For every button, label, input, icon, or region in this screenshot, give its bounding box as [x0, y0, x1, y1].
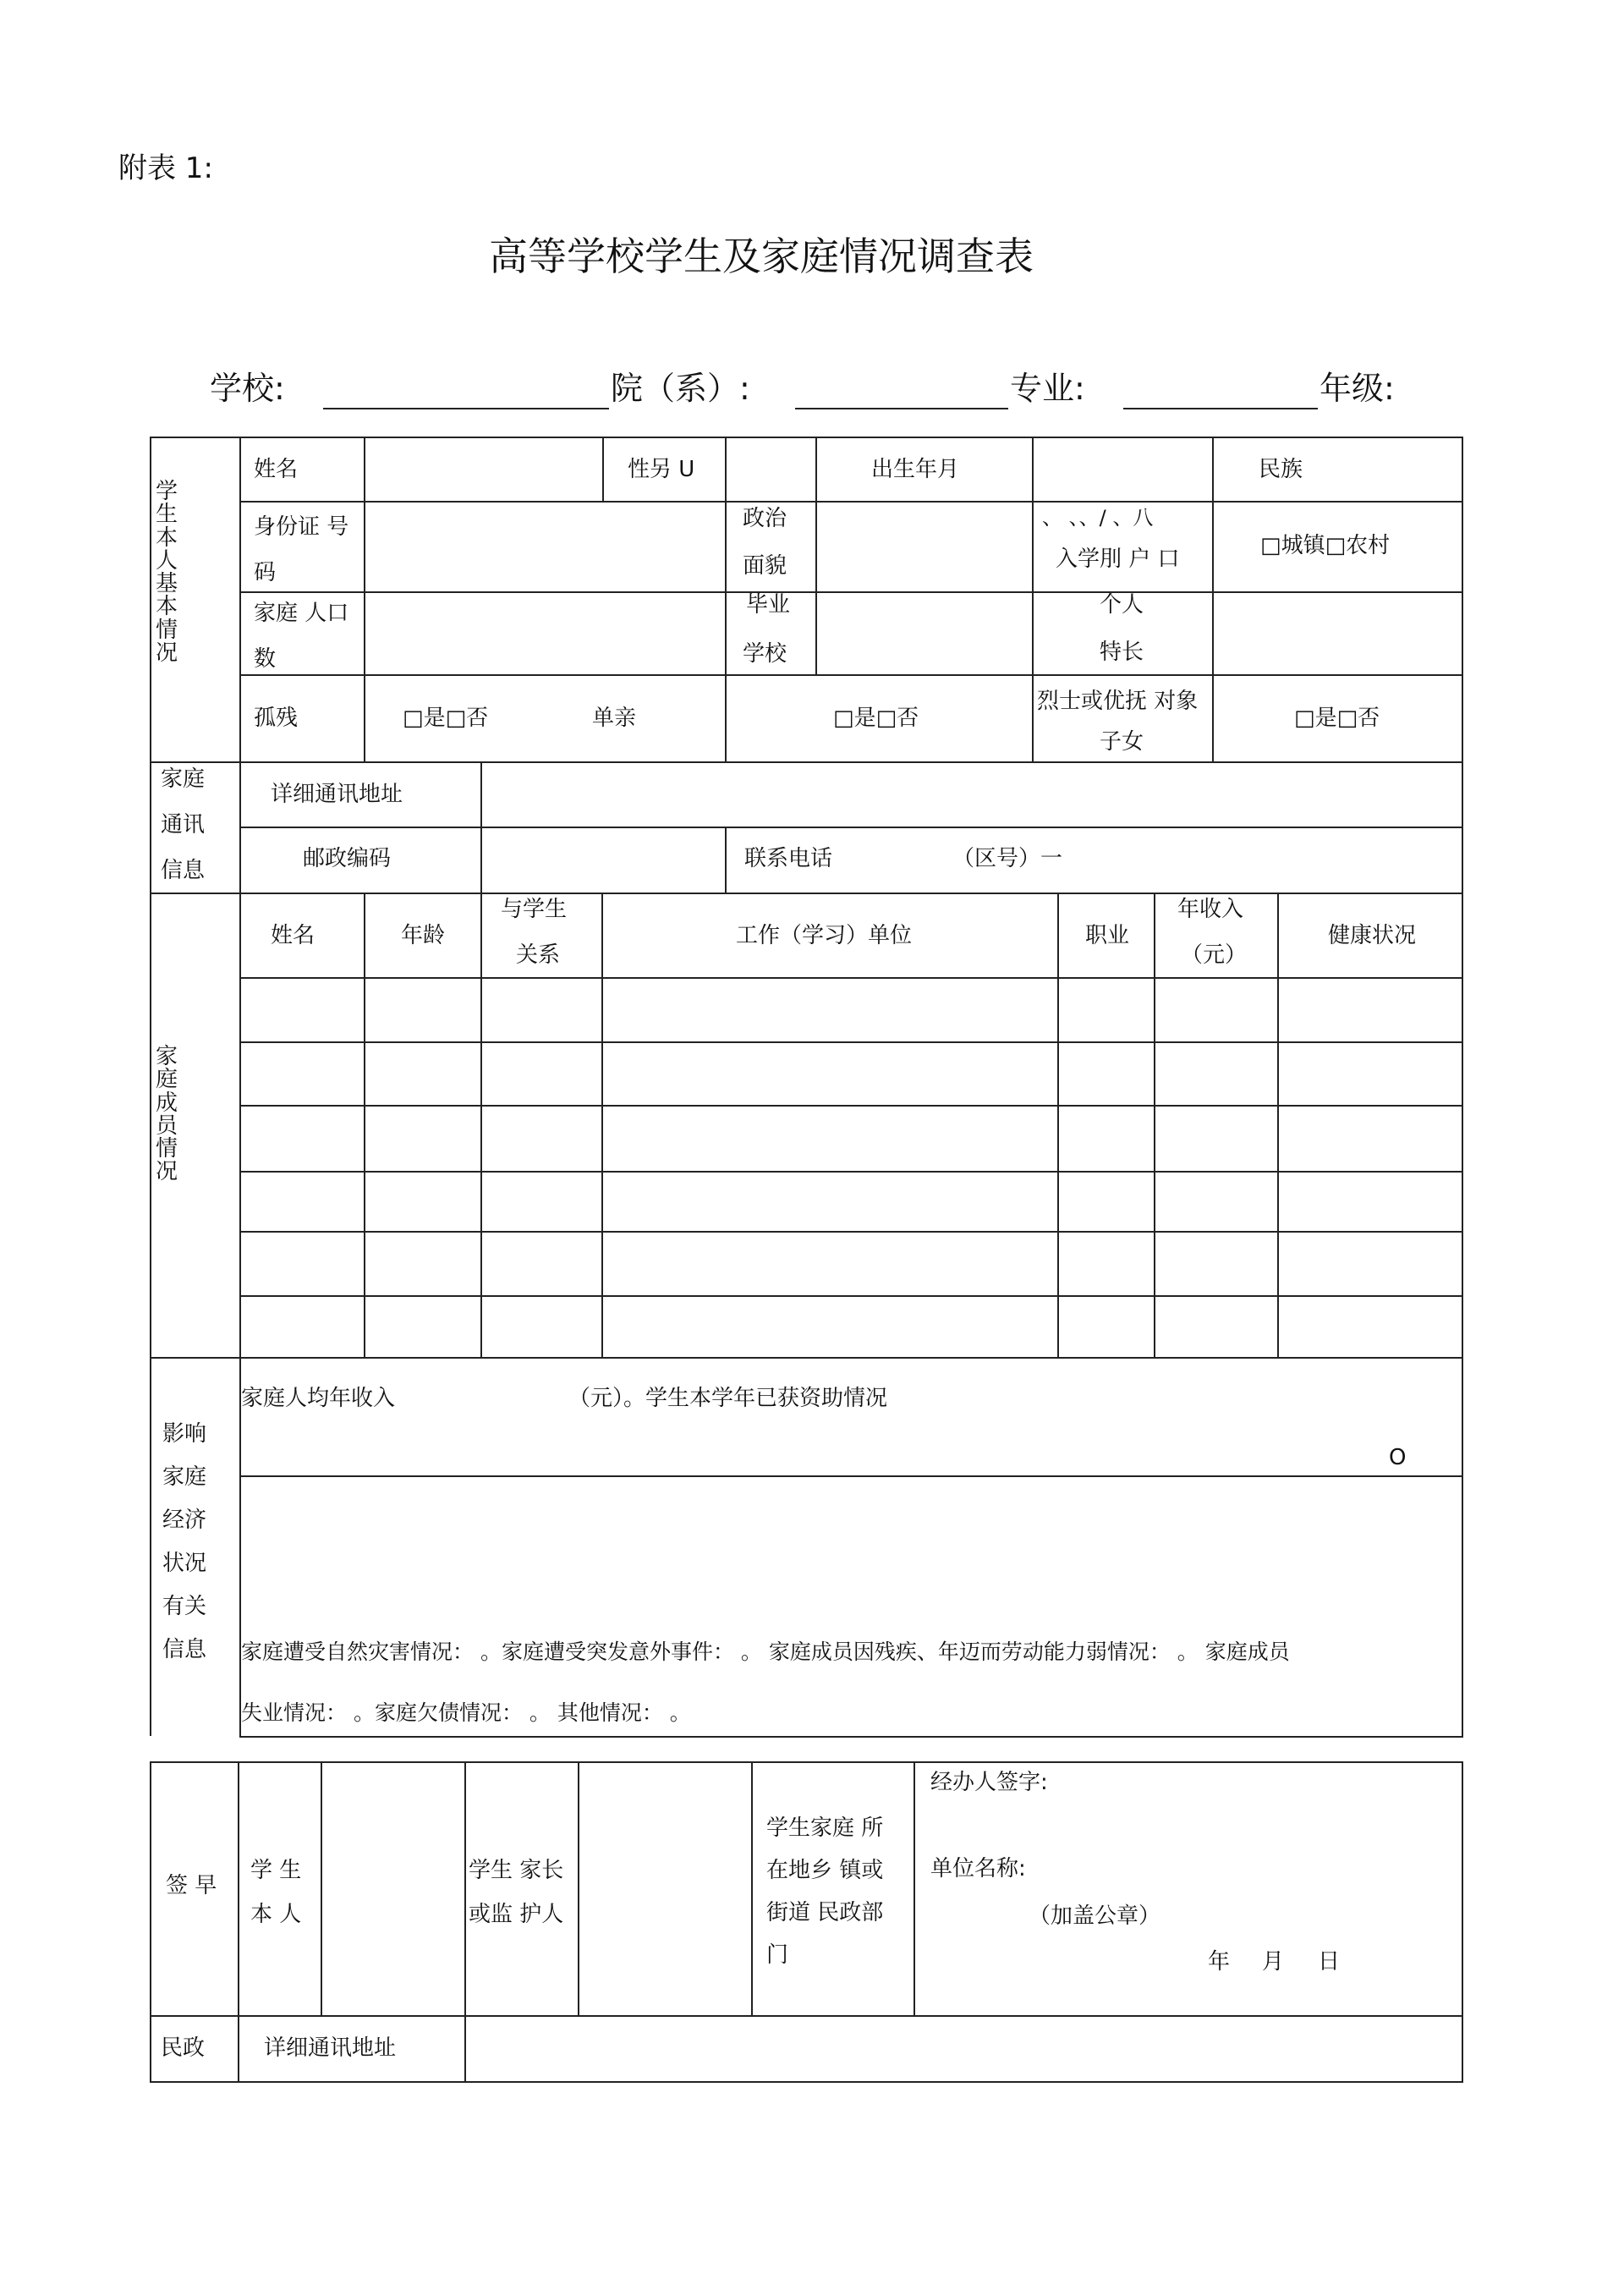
student-sign-label-1: 学 生: [250, 1858, 302, 1883]
unit-name-label: 单位名称:: [930, 1856, 1026, 1881]
economic-section-label-line: 有关: [162, 1594, 207, 1619]
political-label-1: 政治: [743, 506, 787, 531]
col-job: 职业: [1085, 923, 1130, 948]
ethnicity-label: 民族: [1259, 457, 1303, 482]
phone-label: 联系电话: [744, 846, 833, 871]
family-size-label-1: 家庭 人口: [254, 601, 349, 626]
major-label: 专业:: [1010, 370, 1085, 407]
family-member-cell[interactable]: [1059, 1107, 1152, 1169]
family-member-cell[interactable]: [603, 1043, 1056, 1103]
talent-label-1: 个人: [1100, 592, 1144, 618]
family-member-cell[interactable]: [1279, 1297, 1460, 1355]
family-member-cell[interactable]: [1279, 979, 1460, 1040]
area-code-label: （区号）一: [952, 846, 1063, 871]
family-member-cell[interactable]: [1059, 1297, 1152, 1355]
income-line-suffix: （元）。学生本学年已获资助情况: [568, 1386, 888, 1411]
col-name: 姓名: [271, 923, 315, 948]
family-section-label: 家庭成员情况: [155, 1044, 178, 1185]
postcode-field[interactable]: [482, 828, 723, 891]
family-member-cell[interactable]: [365, 1233, 479, 1294]
hukou-marks: 、 、、/ 、八: [1042, 506, 1154, 530]
economic-section-label-line: 信息: [162, 1637, 207, 1662]
family-size-field[interactable]: [365, 593, 723, 673]
id-number-label-2: 码: [254, 560, 277, 585]
political-label-2: 面貌: [743, 553, 787, 579]
contact-section-label-3: 信息: [161, 858, 206, 883]
col-health: 健康状况: [1328, 923, 1417, 948]
single-parent-options[interactable]: □是□否: [833, 706, 919, 731]
family-member-cell[interactable]: [482, 1043, 600, 1103]
school-label: 学校:: [210, 370, 285, 407]
family-member-cell[interactable]: [1059, 1233, 1152, 1294]
family-member-cell[interactable]: [1059, 1173, 1152, 1229]
income-line-end: O: [1389, 1445, 1407, 1470]
civil-address-field[interactable]: [466, 2017, 1460, 2079]
aid-details-field[interactable]: [241, 1477, 1460, 1629]
family-member-cell[interactable]: [1155, 979, 1276, 1040]
civil-affairs-label: 民政: [161, 2035, 206, 2061]
family-member-cell[interactable]: [365, 1107, 479, 1169]
major-field[interactable]: [1123, 408, 1318, 409]
page-title: 高等学校学生及家庭情况调查表: [489, 233, 1034, 279]
grad-school-label-1: 毕业: [746, 592, 791, 618]
gender-label: 性另 U: [628, 457, 695, 482]
family-member-cell[interactable]: [1155, 1233, 1276, 1294]
family-member-cell[interactable]: [603, 1107, 1056, 1169]
family-member-cell[interactable]: [482, 1233, 600, 1294]
family-member-cell[interactable]: [365, 979, 479, 1040]
col-work: 工作（学习）单位: [736, 923, 913, 948]
family-member-cell[interactable]: [241, 1107, 362, 1169]
family-member-cell[interactable]: [1155, 1107, 1276, 1169]
talent-field[interactable]: [1214, 593, 1460, 673]
guardian-sign-label-2: 或监 护人: [469, 1902, 564, 1927]
civil-dept-label-3: 街道 民政部: [766, 1900, 884, 1925]
civil-address-label: 详细通讯地址: [264, 2035, 397, 2061]
date-day-label: 日: [1318, 1949, 1341, 1975]
student-signature-field[interactable]: [322, 1763, 463, 2013]
family-member-cell[interactable]: [1155, 1297, 1276, 1355]
postcode-label: 邮政编码: [303, 846, 392, 871]
civil-dept-label-1: 学生家庭 所: [766, 1815, 884, 1841]
family-size-label-2: 数: [254, 646, 277, 672]
birth-field[interactable]: [1034, 438, 1210, 499]
family-member-cell[interactable]: [1279, 1233, 1460, 1294]
family-member-cell[interactable]: [365, 1043, 479, 1103]
col-relation-2: 关系: [516, 942, 561, 968]
name-label: 姓名: [254, 457, 299, 482]
per-capita-income-field[interactable]: [423, 1381, 567, 1414]
family-member-cell[interactable]: [1279, 1107, 1460, 1169]
family-member-cell[interactable]: [1155, 1173, 1276, 1229]
id-number-field[interactable]: [365, 503, 723, 590]
family-member-cell[interactable]: [1059, 979, 1152, 1040]
date-year-label: 年: [1208, 1949, 1231, 1975]
orphan-options[interactable]: □是□否: [403, 706, 489, 731]
family-member-cell[interactable]: [241, 1233, 362, 1294]
hardship-line-2: 失业情况： 。家庭欠债情况： 。 其他情况： 。: [241, 1700, 691, 1725]
hukou-options[interactable]: □城镇□农村: [1260, 533, 1391, 558]
family-member-cell[interactable]: [482, 1173, 600, 1229]
martyr-label-1: 烈士或优抚 对象: [1037, 689, 1199, 714]
col-relation-1: 与学生: [501, 897, 568, 922]
date-month-label: 月: [1262, 1949, 1285, 1975]
department-field[interactable]: [795, 408, 1008, 409]
income-line-label: 家庭人均年收入: [241, 1386, 396, 1411]
col-age: 年龄: [401, 923, 446, 948]
martyr-options[interactable]: □是□否: [1294, 706, 1380, 731]
single-parent-label: 单亲: [592, 706, 637, 731]
family-member-cell[interactable]: [1155, 1043, 1276, 1103]
economic-section-label-line: 经济: [162, 1508, 207, 1533]
family-member-cell[interactable]: [603, 979, 1056, 1040]
id-number-label-1: 身份证 号: [254, 514, 349, 540]
official-seal-label: （加盖公章）: [1029, 1903, 1161, 1929]
school-field[interactable]: [323, 408, 609, 409]
col-income-2: （元）: [1181, 942, 1248, 968]
guardian-signature-field[interactable]: [579, 1763, 749, 2013]
address-label: 详细通讯地址: [271, 782, 403, 807]
name-field[interactable]: [365, 438, 601, 499]
col-income-1: 年收入: [1177, 897, 1244, 922]
family-member-cell[interactable]: [365, 1297, 479, 1355]
family-member-cell[interactable]: [241, 1297, 362, 1355]
talent-label-2: 特长: [1100, 640, 1144, 665]
family-member-cell[interactable]: [603, 1297, 1056, 1355]
family-member-cell[interactable]: [603, 1173, 1056, 1229]
grad-school-label-2: 学校: [743, 641, 787, 667]
student-section-label: 学生本人基本情况: [155, 479, 178, 667]
hukou-label: 入学刖 户 口: [1056, 547, 1180, 572]
family-member-cell[interactable]: [1279, 1173, 1460, 1229]
family-member-cell[interactable]: [241, 979, 362, 1040]
grad-school-field[interactable]: [817, 593, 1030, 673]
ethnicity-field[interactable]: [1214, 438, 1460, 499]
student-sign-label-2: 本 人: [250, 1902, 302, 1927]
handler-signature-label: 经办人签字:: [930, 1770, 1048, 1795]
signature-section-label: 签 早: [166, 1873, 217, 1898]
address-field[interactable]: [482, 763, 1460, 825]
civil-dept-label-4: 门: [766, 1942, 789, 1968]
family-member-cell[interactable]: [1279, 1043, 1460, 1103]
family-member-cell[interactable]: [365, 1173, 479, 1229]
family-member-cell[interactable]: [241, 1043, 362, 1103]
contact-section-label-2: 通讯: [161, 812, 206, 838]
family-member-cell[interactable]: [241, 1173, 362, 1229]
attachment-label: 附表 1:: [118, 151, 213, 185]
gender-field[interactable]: [727, 438, 814, 499]
economic-section-label-line: 影响: [162, 1421, 207, 1447]
civil-dept-label-2: 在地乡 镇或: [766, 1858, 884, 1883]
guardian-sign-label-1: 学生 家长: [469, 1858, 564, 1883]
family-member-cell[interactable]: [603, 1233, 1056, 1294]
political-field[interactable]: [817, 503, 1030, 590]
department-label: 院（系）:: [611, 370, 750, 407]
martyr-label-2: 子女: [1100, 729, 1144, 755]
family-member-cell[interactable]: [1059, 1043, 1152, 1103]
grade-label: 年级:: [1320, 370, 1395, 407]
hardship-line-1: 家庭遭受自然灾害情况： 。家庭遭受突发意外事件： 。 家庭成员因残疾、年迈而劳动能力弱情况： 。 家庭成员: [241, 1640, 1290, 1664]
family-member-cell[interactable]: [482, 1297, 600, 1355]
family-member-cell[interactable]: [482, 979, 600, 1040]
family-member-cell[interactable]: [482, 1107, 600, 1169]
contact-section-label-1: 家庭: [161, 766, 206, 792]
birth-label: 出生年月: [871, 457, 960, 482]
economic-section-label-line: 状况: [162, 1551, 207, 1576]
economic-section-label-line: 家庭: [162, 1464, 207, 1490]
orphan-label: 孤残: [254, 706, 299, 731]
